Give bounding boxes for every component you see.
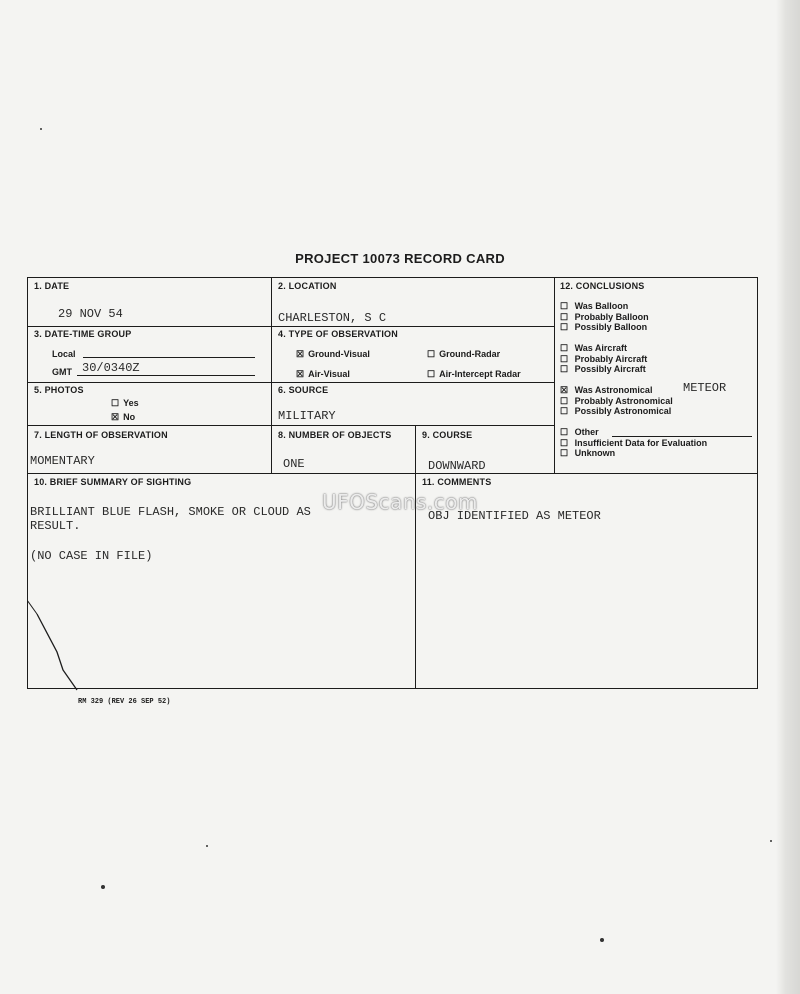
form-footer: RM 329 (REV 26 SEP 52) (78, 698, 171, 706)
number-of-objects-label: 8. NUMBER OF OBJECTS (278, 430, 392, 440)
checkbox-empty-icon: ☐ (560, 353, 569, 364)
conclusion-was-balloon: ☐ Was Balloon (560, 301, 629, 311)
checkbox-checked-icon: ☒ (296, 369, 305, 379)
border-bottom (27, 688, 758, 689)
type-of-observation-label: 4. TYPE OF OBSERVATION (278, 329, 398, 339)
conclusion-other: ☐ Other (560, 427, 599, 437)
option-ground-visual: ☒ Ground-Visual (296, 349, 370, 359)
conclusion-possibly-balloon: ☐ Possibly Balloon (560, 322, 648, 332)
location-label: 2. LOCATION (278, 281, 337, 291)
checkbox-empty-icon: ☐ (427, 349, 436, 359)
conclusion-typed-meteor: METEOR (683, 381, 727, 395)
course-value: DOWNWARD (428, 459, 486, 473)
speck (206, 845, 208, 847)
checkbox-checked-icon: ☒ (560, 385, 569, 395)
checkbox-checked-icon: ☒ (296, 349, 305, 359)
brief-summary-line1: BRILLIANT BLUE FLASH, SMOKE OR CLOUD AS (30, 505, 311, 519)
source-value: MILITARY (278, 409, 336, 423)
conclusion-probably-astronomical: ☐ Probably Astronomical (560, 395, 673, 406)
speck (600, 938, 604, 942)
gmt-label: GMT (52, 367, 72, 377)
date-value: 29 NOV 54 (58, 307, 123, 321)
torn-corner-mark (27, 600, 87, 695)
checkbox-empty-icon: ☐ (560, 437, 569, 448)
rule-row1 (27, 326, 555, 327)
date-time-group-label: 3. DATE-TIME GROUP (34, 329, 132, 339)
option-air-intercept-radar: ☐ Air-Intercept Radar (427, 369, 521, 379)
border-top (27, 277, 758, 278)
checkbox-empty-icon: ☐ (560, 364, 569, 374)
conclusion-probably-balloon: ☐ Probably Balloon (560, 311, 649, 322)
gmt-underline (77, 375, 255, 376)
location-value: CHARLESTON, S C (278, 311, 387, 325)
checkbox-empty-icon: ☐ (560, 395, 569, 406)
local-label: Local (52, 349, 76, 359)
rule-row2 (27, 382, 555, 383)
checkbox-empty-icon: ☐ (560, 322, 569, 332)
date-label: 1. DATE (34, 281, 70, 291)
conclusion-possibly-astronomical: ☐ Possibly Astronomical (560, 406, 672, 416)
divider-conclusions (554, 277, 555, 473)
checkbox-empty-icon: ☐ (560, 448, 569, 458)
checkbox-empty-icon: ☐ (560, 406, 569, 416)
brief-summary-line2: RESULT. (30, 519, 81, 533)
checkbox-checked-icon: ☒ (111, 412, 120, 422)
gmt-value: 30/0340Z (82, 361, 140, 375)
option-photos-no: ☒ No (111, 412, 136, 422)
brief-summary-line3: (NO CASE IN FILE) (30, 549, 153, 563)
checkbox-empty-icon: ☐ (427, 369, 436, 379)
brief-summary-label: 10. BRIEF SUMMARY OF SIGHTING (34, 477, 192, 487)
checkbox-empty-icon: ☐ (560, 301, 569, 311)
conclusion-probably-aircraft: ☐ Probably Aircraft (560, 353, 648, 364)
conclusion-possibly-aircraft: ☐ Possibly Aircraft (560, 364, 646, 374)
number-of-objects-value: ONE (283, 457, 305, 471)
checkbox-empty-icon: ☐ (560, 311, 569, 322)
conclusion-insufficient-data: ☐ Insufficient Data for Evaluation (560, 437, 708, 448)
checkbox-empty-icon: ☐ (560, 343, 569, 353)
conclusion-was-astronomical: ☒ Was Astronomical (560, 385, 653, 395)
local-underline (83, 357, 255, 358)
record-card-form (27, 277, 758, 689)
divider-left-col (271, 277, 272, 473)
divider-course-comments (415, 425, 416, 689)
source-label: 6. SOURCE (278, 385, 329, 395)
border-right (757, 277, 758, 689)
speck (770, 840, 772, 842)
speck (40, 128, 42, 130)
checkbox-empty-icon: ☐ (560, 427, 569, 437)
speck (101, 885, 105, 889)
checkbox-empty-icon: ☐ (111, 398, 120, 408)
comments-value: OBJ IDENTIFIED AS METEOR (428, 509, 601, 523)
option-ground-radar: ☐ Ground-Radar (427, 349, 501, 359)
length-label: 7. LENGTH OF OBSERVATION (34, 430, 168, 440)
comments-label: 11. COMMENTS (422, 477, 492, 487)
rule-row4 (27, 473, 758, 474)
conclusions-label: 12. CONCLUSIONS (560, 281, 645, 291)
option-photos-yes: ☐ Yes (111, 398, 139, 408)
rule-row3 (27, 425, 555, 426)
card-title: PROJECT 10073 RECORD CARD (295, 251, 505, 266)
photos-label: 5. PHOTOS (34, 385, 84, 395)
length-value: MOMENTARY (30, 454, 95, 468)
option-air-visual: ☒ Air-Visual (296, 369, 350, 379)
conclusion-unknown: ☐ Unknown (560, 448, 616, 458)
course-label: 9. COURSE (422, 430, 473, 440)
conclusion-was-aircraft: ☐ Was Aircraft (560, 343, 627, 353)
watermark-text: UFOScans.com (322, 490, 478, 514)
